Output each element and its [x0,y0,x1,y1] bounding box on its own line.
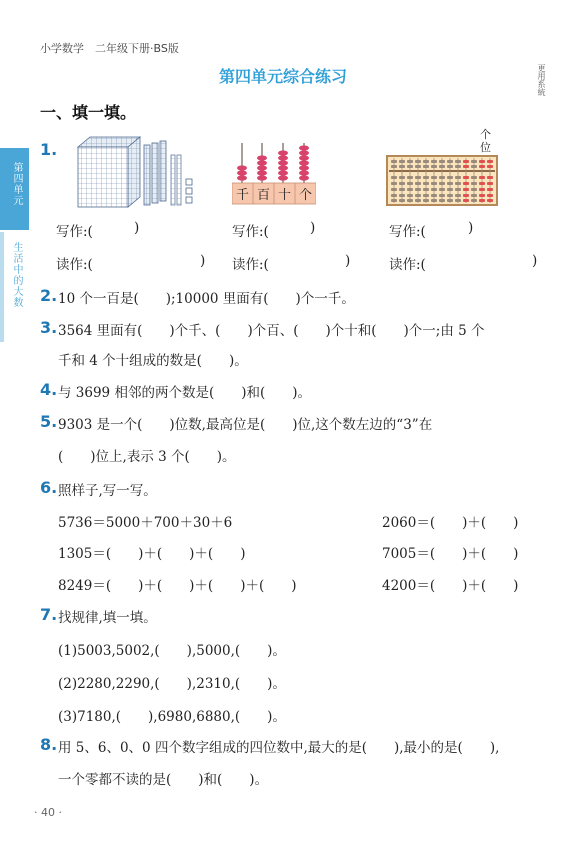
q1-read-close-3: ) [532,253,538,269]
suanpan-bead [423,182,429,185]
suanpan-bead [391,188,397,191]
suanpan-bead [399,199,405,202]
abacus-label-hundreds: 百 [257,188,271,203]
abacus-rods [242,143,304,183]
suanpan-bead [423,165,429,168]
suanpan-bead [415,160,421,163]
suanpan-bead [407,188,413,191]
q6-right-3: 4200＝( )＋( ) [382,578,519,594]
suanpan-bead [471,199,477,202]
suanpan-bead [463,199,469,202]
suanpan-bead [423,160,429,163]
q7-prompt: 找规律,填一填。 [58,610,157,626]
q4-number: 4. [40,380,58,399]
suanpan-figure [386,155,498,206]
suanpan-bead [463,160,469,163]
suanpan-bead [447,194,453,197]
q7-number: 7. [40,605,58,624]
q5-number: 5. [40,412,58,431]
abacus-label-ones: 个 [299,188,313,203]
suanpan-bead [479,188,485,191]
q1-write-close-3: ) [468,220,474,236]
suanpan-bead [447,188,453,191]
suanpan-bead [463,188,469,191]
suanpan-bead [431,176,437,179]
suanpan-bead [415,176,421,179]
corner-note: 更用系統 [537,64,546,96]
suanpan-bead [391,176,397,179]
suanpan-bead [415,165,421,168]
header-grade: 二年级下册·BS版 [95,42,179,55]
q5-line1: 9303 是一个( )位数,最高位是( )位,这个数左边的“3”在 [58,417,433,433]
q6-left-1: 5736＝5000＋700＋30＋6 [58,515,233,531]
suanpan-bead [487,182,493,185]
thousand-cube [78,137,140,207]
suanpan-bead [399,182,405,185]
q1-read-label-1: 读作:( [56,257,93,273]
suanpan-bead [463,176,469,179]
suanpan-bead [447,176,453,179]
suanpan-bead [447,165,453,168]
suanpan-bead [431,182,437,185]
suanpan-bead [431,194,437,197]
suanpan-bead [487,176,493,179]
q1-read-close-1: ) [200,253,206,269]
suanpan-bead [407,182,413,185]
abacus-beads [237,145,309,180]
suanpan-bead [487,194,493,197]
q5-line2: ( )位上,表示 3 个( )。 [58,449,236,465]
suanpan-bead [455,160,461,163]
suanpan-bead [455,165,461,168]
suanpan-bead [439,182,445,185]
suanpan-bead [423,188,429,191]
suanpan-bead [431,165,437,168]
q1-write-label-3: 写作:( [389,224,426,240]
abacus-label-tens: 十 [278,188,292,203]
suanpan-bead [479,194,485,197]
suanpan-bead [415,188,421,191]
suanpan-bead [471,188,477,191]
q7-item-1: (1)5003,5002,( ),5000,( )。 [58,643,286,659]
suanpan-bead [471,165,477,168]
suanpan-bead [479,165,485,168]
suanpan-bead [399,188,405,191]
suanpan-bead [463,194,469,197]
suanpan-bead [415,194,421,197]
q2-text: 10 个一百是( );10000 里面有( )个一千。 [58,291,355,307]
q1-write-label-2: 写作:( [232,224,269,240]
suanpan-bead [487,188,493,191]
q3-line2: 千和 4 个十组成的数是( )。 [58,353,248,369]
suanpan-bead [399,165,405,168]
base-ten-blocks-figure [76,133,201,209]
ten-rods [171,155,181,205]
ones-place-label: 个位 [480,128,491,154]
q1-read-label-3: 读作:( [389,257,426,273]
suanpan-bead [399,176,405,179]
suanpan-bead [439,176,445,179]
suanpan-bead [471,194,477,197]
suanpan-bead [455,176,461,179]
suanpan-bead [399,160,405,163]
q6-prompt: 照样子,写一写。 [58,483,157,499]
suanpan-bead [439,160,445,163]
q3-number: 3. [40,318,58,337]
suanpan-bead [471,160,477,163]
suanpan-bead [423,199,429,202]
q6-right-2: 7005＝( )＋( ) [382,546,519,562]
suanpan-bead [463,182,469,185]
suanpan-bead [479,176,485,179]
suanpan-bead [447,160,453,163]
suanpan-bead [391,199,397,202]
suanpan-bead [391,194,397,197]
q8-number: 8. [40,735,58,754]
q1-read-close-2: ) [345,253,351,269]
suanpan-bead [439,194,445,197]
section-heading: 一、填一填。 [40,103,137,122]
suanpan-bead [479,199,485,202]
suanpan-bead [463,165,469,168]
unit-cubes [186,179,192,203]
suanpan-bead [431,188,437,191]
suanpan-bead [455,199,461,202]
suanpan-bead [471,176,477,179]
q4-text: 与 3699 相邻的两个数是( )和( )。 [58,385,312,401]
suanpan-bead [391,160,397,163]
q1-write-close-1: ) [134,220,140,236]
q7-item-2: (2)2280,2290,( ),2310,( )。 [58,676,286,692]
suanpan-bead [415,182,421,185]
suanpan-bead [399,194,405,197]
q1-number: 1. [40,140,58,159]
suanpan-bead [439,188,445,191]
suanpan-bead [439,165,445,168]
suanpan-bead [407,165,413,168]
side-tab-unit: 第四单元 [0,148,29,230]
q1-write-close-2: ) [310,220,316,236]
suanpan-bead [479,182,485,185]
suanpan-bead [407,160,413,163]
suanpan-bead [487,165,493,168]
hundred-flats [144,141,166,205]
suanpan-bead [391,182,397,185]
suanpan-bead [487,199,493,202]
suanpan-bead [439,199,445,202]
q6-left-2: 1305＝( )＋( )＋( ) [58,546,246,562]
suanpan-bead [487,160,493,163]
side-tab-topic: 生活中的大数 [11,242,22,308]
suanpan-bead [471,182,477,185]
suanpan-bead [423,194,429,197]
abacus-label-thousands: 千 [236,188,250,203]
page-title: 第四单元综合练习 [219,67,348,86]
q6-left-3: 8249＝( )＋( )＋( )＋( ) [58,578,297,594]
suanpan-bead [455,194,461,197]
suanpan-bead [431,199,437,202]
suanpan-bead [479,160,485,163]
header-subject: 小学数学 [40,42,84,55]
suanpan-bead [407,199,413,202]
suanpan-bead [455,188,461,191]
q8-line2: 一个零都不读的是( )和( )。 [58,772,269,788]
page-number: · 40 · [34,806,62,819]
q3-line1: 3564 里面有( )个千、( )个百、( )个十和( )个一;由 5 个 [58,323,485,339]
suanpan-bead [423,176,429,179]
q7-item-3: (3)7180,( ),6980,6880,( )。 [58,709,286,725]
suanpan-bead [391,165,397,168]
q1-write-label-1: 写作:( [56,224,93,240]
q8-line1: 用 5、6、0、0 四个数字组成的四位数中,最大的是( ),最小的是( ), [58,740,500,756]
suanpan-bead [455,182,461,185]
q6-number: 6. [40,478,58,497]
q2-number: 2. [40,286,58,305]
q1-read-label-2: 读作:( [232,257,269,273]
suanpan-bead [415,199,421,202]
suanpan-bead [431,160,437,163]
suanpan-bead [407,194,413,197]
q6-right-1: 2060＝( )＋( ) [382,515,519,531]
suanpan-bead [447,182,453,185]
suanpan-bead [407,176,413,179]
suanpan-bead [447,199,453,202]
